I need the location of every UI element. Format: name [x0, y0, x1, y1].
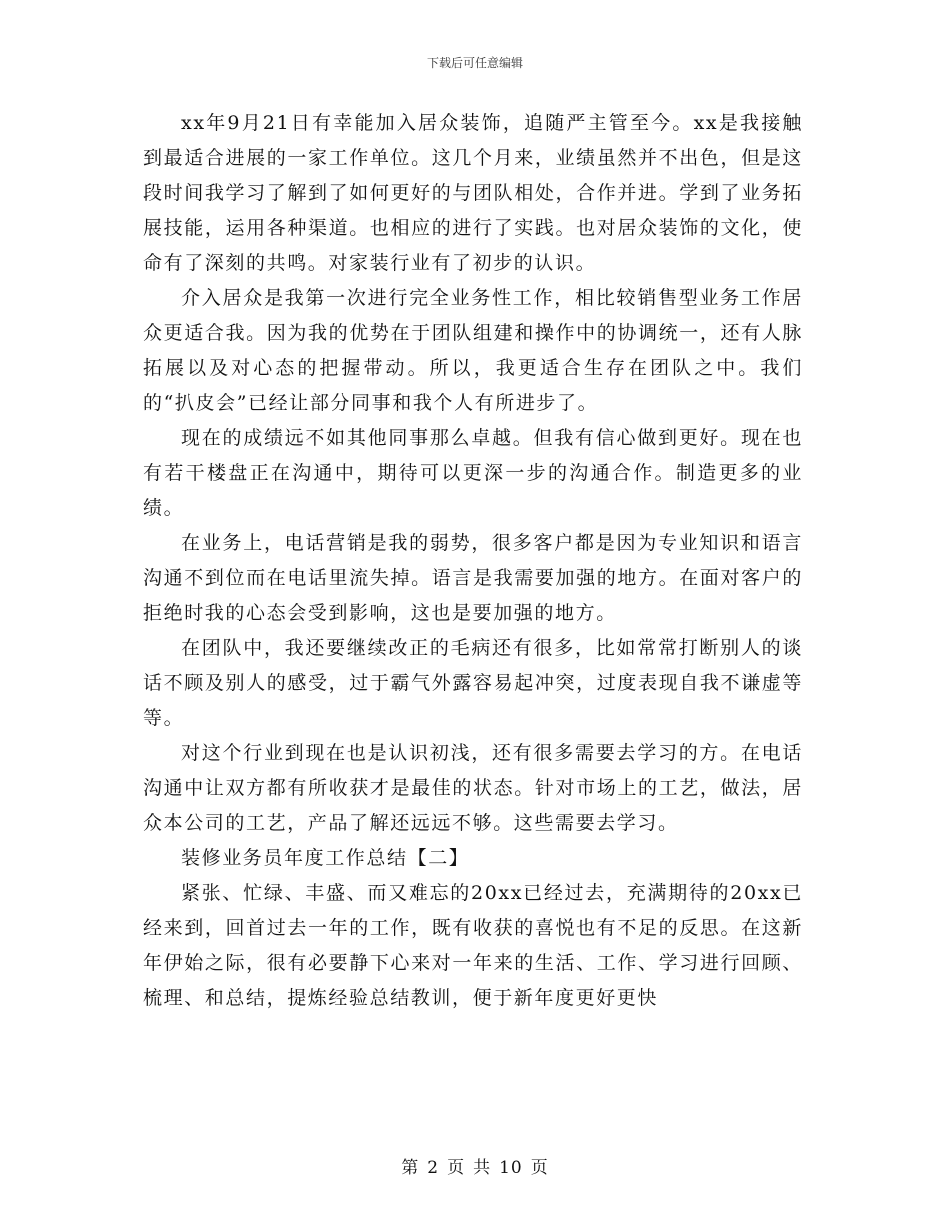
document-body: [143, 106, 803, 1016]
paragraph-5: 在团队中，我还要继续改正的毛病还有很多，比如常常打断别人的谈话不顾及别人的感受，过于霸气外露容易起冲突，过度表现自我不谦虚等等。: [143, 637, 803, 729]
footer-total-prefix: 共: [473, 1158, 492, 1178]
paragraph-2: 介入居众是我第一次进行完全业务性工作，相比较销售型业务工作居众更适合我。因为我的优势在于团队组建和操作中的协调统一，还有人脉拓展以及对心态的把握带动。所以，我更适合生存在团队之中。我们的“扒皮会”已经让部分同事和我个人有所进步了。: [143, 287, 803, 414]
footer-page-word: 页: [447, 1158, 466, 1178]
footer-current-page: 2: [427, 1158, 440, 1178]
paragraph-3: 现在的成绩远不如其他同事那么卓越。但我有信心做到更好。现在也有若干楼盘正在沟通中，期待可以更深一步的沟通合作。制造更多的业绩。: [143, 427, 803, 519]
paragraph-1: xx年9月21日有幸能加入居众装饰，追随严主管至今。xx是我接触到最适合进展的一家工作单位。这几个月来，业绩虽然并不出色，但是这段时间我学习了解到了如何更好的与团队相处，合作并进。学到了业务拓展技能，运用各种渠道。也相应的进行了实践。也对居众装饰的文化，使命有了深刻的共鸣。对家装行业有了初步的认识。: [143, 112, 803, 274]
footer-prefix: 第: [401, 1158, 420, 1178]
page-footer: [0, 1153, 950, 1178]
paragraph-4: 在业务上，电话营销是我的弱势，很多客户都是因为专业知识和语言沟通不到位而在电话里流失掉。语言是我需要加强的地方。在面对客户的拒绝时我的心态会受到影响，这也是要加强的地方。: [143, 532, 803, 624]
footer-total-pages: 10: [499, 1158, 523, 1178]
section-heading: 装修业务员年度工作总结【二】: [181, 847, 470, 869]
paragraph-7: 紧张、忙绿、丰盛、而又难忘的20xx已经过去，充满期待的20xx已经来到，回首过去一年的工作，既有收获的喜悦也有不足的反思。在这新年伊始之际，很有必要静下心来对一年来的生活、工作、学习进行回顾、梳理、和总结，提炼经验总结教训，便于新年度更好更快: [143, 882, 803, 1009]
footer-suffix: 页: [530, 1158, 549, 1178]
page-header: 下载后可任意编辑: [426, 56, 523, 70]
paragraph-6: 对这个行业到现在也是认识初浅，还有很多需要去学习的方。在电话沟通中让双方都有所收获才是最佳的状态。针对市场上的工艺，做法，居众本公司的工艺，产品了解还远远不够。这些需要去学习。: [143, 742, 803, 834]
